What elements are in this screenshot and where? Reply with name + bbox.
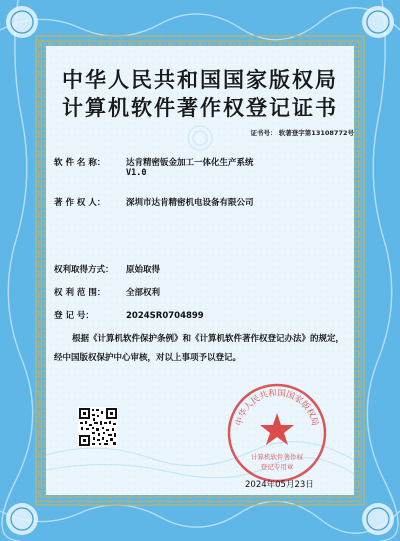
title-certificate: 计算机软件著作权登记证书 bbox=[62, 95, 338, 120]
title-authority: 中华人民共和国国家版权局 bbox=[62, 67, 338, 92]
owner-row bbox=[54, 196, 254, 208]
software-version: V1.0 bbox=[126, 168, 147, 178]
software-name-row bbox=[54, 156, 254, 168]
scope-label: 权 利 范 围： bbox=[54, 288, 106, 298]
issue-date: 2024年05月23日 bbox=[245, 480, 314, 490]
seal-star-icon bbox=[260, 413, 294, 445]
seal-inner-text-1: 计算机软件著作权 bbox=[251, 453, 303, 461]
statement-paragraph bbox=[54, 330, 354, 368]
qr-code bbox=[78, 407, 118, 447]
seal-ring-text: 中华人民共和国国家版权局 bbox=[234, 388, 320, 428]
software-name-value: 达肯精密钣金加工一体化生产系统 bbox=[126, 158, 254, 168]
software-name-label: 软 件 名 称： bbox=[54, 158, 106, 168]
owner-label: 著 作 权 人： bbox=[54, 198, 106, 208]
statement-line-1: 根据《计算机软件保护条例》和《计算机软件著作权登记办法》的规定， bbox=[72, 334, 345, 344]
certificate-number: 证书号： 软著登字第13108772号 bbox=[250, 129, 354, 137]
acquisition-label: 权利取得方式： bbox=[54, 265, 114, 275]
owner-value: 深圳市达肯精密机电设备有限公司 bbox=[126, 198, 254, 208]
registration-row bbox=[54, 309, 204, 321]
official-seal bbox=[224, 380, 330, 486]
seal-inner-text-2: 登记专用章 bbox=[260, 463, 294, 471]
registration-value: 2024SR0704899 bbox=[126, 311, 204, 321]
acquisition-value: 原始取得 bbox=[126, 265, 161, 275]
statement-line-2: 经中国版权保护中心审核，对以上事项予以登记。 bbox=[54, 353, 242, 363]
registration-label: 登 记 号： bbox=[54, 311, 94, 321]
scope-value: 全部权利 bbox=[126, 288, 161, 298]
acquisition-row bbox=[54, 263, 160, 275]
scope-row bbox=[54, 286, 160, 298]
